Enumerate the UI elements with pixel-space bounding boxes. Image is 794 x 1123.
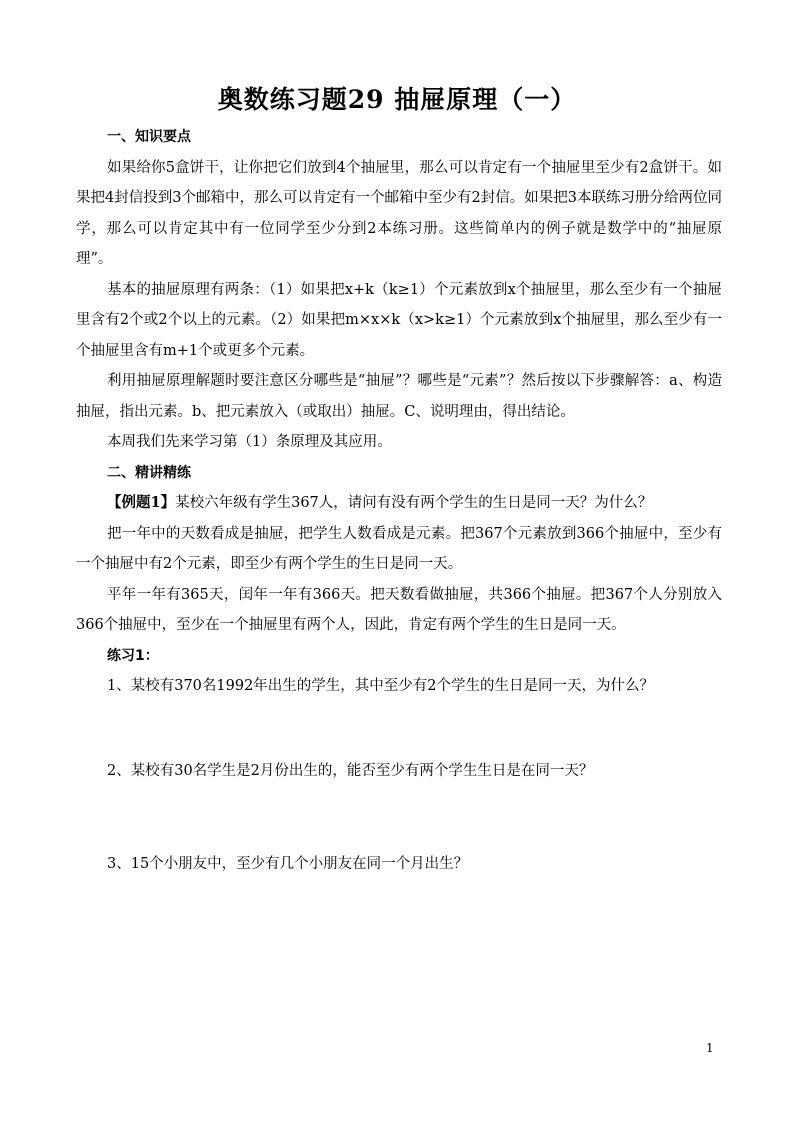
answer-space — [76, 702, 722, 756]
paragraph-principles: 基本的抽屉原理有两条：（1）如果把x+k（k≥1）个元素放到x个抽屉里，那么至少有一个抽屉里含有2个或2个以上的元素。（2）如果把m×x×k（x>k≥1）个元素放到x个抽屉里，那么至少有一个抽屉里含有m+1个或更多个元素。 — [76, 281, 722, 359]
document-body — [76, 122, 722, 880]
paragraph-week-plan: 本周我们先来学习第（1）条原理及其应用。 — [107, 434, 392, 450]
exercise-question-1: 1、某校有370名1992年出生的学生，其中至少有2个学生的生日是同一天，为什么？ — [107, 678, 655, 694]
example-1 — [76, 488, 722, 519]
example-text: 某校六年级有学生367人，请问有没有两个学生的生日是同一天？为什么？ — [175, 495, 653, 511]
answer-space — [76, 786, 722, 849]
section-heading-knowledge: 一、知识要点 — [107, 129, 191, 145]
paragraph-intro: 如果给你5盒饼干，让你把它们放到4个抽屉里，那么可以肯定有一个抽屉里至少有2盒饼干。如果把4封信投到3个邮箱中，那么可以肯定有一个邮箱中至少有2封信。如果把3本联练习册分给两位同学，那么可以肯定其中有一位同学至少分到2本练习册。这些简单内的例子就是数学中的“抽屉原理”。 — [76, 159, 722, 267]
page-title: 奥数练习题29 抽屉原理（一） — [217, 85, 577, 114]
exercise-question-2: 2、某校有30名学生是2月份出生的，能否至少有两个学生生日是在同一天？ — [107, 762, 594, 779]
example-solution-2: 平年一年有365天，闰年一年有366天。把天数看做抽屉，共366个抽屉。把367个人分别放入366个抽屉中，至少在一个抽屉里有两个人，因此，肯定有两个学生的生日是同一天。 — [76, 586, 722, 633]
exercise-heading: 练习1： — [107, 647, 159, 664]
example-solution-1: 把一年中的天数看成是抽屉，把学生人数看成是元素。把367个元素放到366个抽屉中，至少有一个抽屉中有2个元素，即至少有两个学生的生日是同一天。 — [76, 525, 722, 572]
paragraph-method: 利用抽屉原理解题时要注意区分哪些是“抽屉”？哪些是“元素”？然后按以下步骤解答：a、构造抽屉，指出元素。b、把元素放入（或取出）抽屉。C、说明理由，得出结论。 — [76, 373, 722, 420]
page-number: 1 — [706, 1041, 714, 1055]
section-heading-practice: 二、精讲精练 — [107, 464, 191, 481]
example-label: 【例题1】 — [107, 494, 176, 511]
exercise-question-3: 3、15个小朋友中，至少有几个小朋友在同一个月出生？ — [107, 856, 469, 872]
